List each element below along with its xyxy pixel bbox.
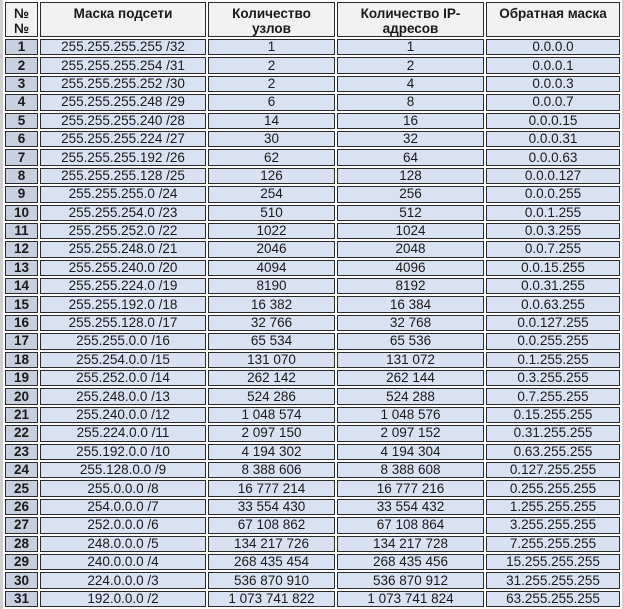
wildcard-mask-cell: 0.255.255.255 [486,480,620,496]
wildcard-mask-cell: 0.0.0.127 [486,168,620,184]
ip-count-cell: 4 [337,76,484,92]
table-row [5,536,620,552]
row-number-cell: 17 [5,333,38,349]
table-row [5,168,620,184]
table-row [5,554,620,570]
row-number-cell: 3 [5,76,38,92]
host-count-cell: 1 [208,39,335,55]
wildcard-mask-cell: 0.0.255.255 [486,333,620,349]
ip-count-cell: 8 388 608 [337,462,484,478]
ip-count-cell: 256 [337,186,484,202]
row-number-cell: 22 [5,425,38,441]
table-row [5,186,620,202]
table-row [5,480,620,496]
host-count-cell: 536 870 910 [208,572,335,588]
subnet-mask-cell: 255.255.255.254 /31 [40,57,206,73]
host-count-cell: 134 217 726 [208,536,335,552]
wildcard-mask-cell: 0.31.255.255 [486,425,620,441]
table-row [5,94,620,110]
subnet-mask-cell: 255.255.255.248 /29 [40,94,206,110]
table-row [5,113,620,129]
host-count-cell: 268 435 454 [208,554,335,570]
row-number-cell: 6 [5,131,38,147]
subnet-mask-cell: 255.255.192.0 /18 [40,296,206,312]
host-count-cell: 1 048 574 [208,407,335,423]
table-row [5,131,620,147]
ip-count-cell: 2048 [337,241,484,257]
wildcard-mask-cell: 0.7.255.255 [486,388,620,404]
wildcard-mask-cell: 0.0.3.255 [486,223,620,239]
wildcard-mask-cell: 0.127.255.255 [486,462,620,478]
ip-count-cell: 1 [337,39,484,55]
subnet-mask-cell: 255.255.252.0 /22 [40,223,206,239]
ip-count-cell: 2 097 152 [337,425,484,441]
wildcard-mask-cell: 0.0.0.15 [486,113,620,129]
row-number-cell: 23 [5,444,38,460]
subnet-mask-cell: 255.192.0.0 /10 [40,444,206,460]
ip-count-cell: 4096 [337,260,484,276]
row-number-cell: 30 [5,572,38,588]
host-count-cell: 1 073 741 822 [208,591,335,607]
column-header-wildcard-mask: Обратная маска [486,2,620,37]
subnet-mask-cell: 224.0.0.0 /3 [40,572,206,588]
ip-count-cell: 268 435 456 [337,554,484,570]
host-count-cell: 131 070 [208,352,335,368]
subnet-mask-table [3,0,622,609]
subnet-mask-cell: 255.224.0.0 /11 [40,425,206,441]
ip-count-cell: 67 108 864 [337,517,484,533]
row-number-cell: 20 [5,388,38,404]
ip-count-cell: 262 144 [337,370,484,386]
subnet-mask-cell: 255.255.248.0 /21 [40,241,206,257]
subnet-mask-cell: 255.255.240.0 /20 [40,260,206,276]
subnet-mask-cell: 255.128.0.0 /9 [40,462,206,478]
row-number-cell: 24 [5,462,38,478]
host-count-cell: 2 [208,76,335,92]
ip-count-cell: 512 [337,205,484,221]
wildcard-mask-cell: 0.15.255.255 [486,407,620,423]
wildcard-mask-cell: 0.0.7.255 [486,241,620,257]
host-count-cell: 524 286 [208,388,335,404]
host-count-cell: 4094 [208,260,335,276]
wildcard-mask-cell: 0.3.255.255 [486,370,620,386]
table-row [5,223,620,239]
table-row [5,425,620,441]
subnet-mask-cell: 255.255.254.0 /23 [40,205,206,221]
subnet-mask-cell: 255.254.0.0 /15 [40,352,206,368]
subnet-mask-cell: 255.255.255.224 /27 [40,131,206,147]
ip-count-cell: 32 [337,131,484,147]
ip-count-cell: 1 073 741 824 [337,591,484,607]
table-row [5,149,620,165]
ip-count-cell: 64 [337,149,484,165]
subnet-mask-cell: 255.255.255.192 /26 [40,149,206,165]
ip-count-cell: 1 048 576 [337,407,484,423]
table-row [5,205,620,221]
wildcard-mask-cell: 0.1.255.255 [486,352,620,368]
host-count-cell: 1022 [208,223,335,239]
row-number-cell: 2 [5,57,38,73]
row-number-cell: 11 [5,223,38,239]
ip-count-cell: 524 288 [337,388,484,404]
host-count-cell: 262 142 [208,370,335,386]
table-header [5,2,620,37]
table-row [5,57,620,73]
table-row [5,333,620,349]
row-number-cell: 25 [5,480,38,496]
table-row [5,241,620,257]
table-row [5,352,620,368]
table-row [5,499,620,515]
ip-count-cell: 4 194 304 [337,444,484,460]
wildcard-mask-cell: 63.255.255.255 [486,591,620,607]
host-count-cell: 4 194 302 [208,444,335,460]
subnet-mask-cell: 255.248.0.0 /13 [40,388,206,404]
wildcard-mask-cell: 0.63.255.255 [486,444,620,460]
ip-count-cell: 536 870 912 [337,572,484,588]
subnet-mask-cell: 255.255.224.0 /19 [40,278,206,294]
subnet-mask-cell: 240.0.0.0 /4 [40,554,206,570]
host-count-cell: 126 [208,168,335,184]
wildcard-mask-cell: 0.0.0.255 [486,186,620,202]
wildcard-mask-cell: 0.0.0.31 [486,131,620,147]
table-row [5,315,620,331]
row-number-cell: 27 [5,517,38,533]
row-number-cell: 7 [5,149,38,165]
host-count-cell: 8190 [208,278,335,294]
subnet-mask-cell: 255.255.255.128 /25 [40,168,206,184]
row-number-cell: 29 [5,554,38,570]
subnet-mask-cell: 255.255.255.255 /32 [40,39,206,55]
row-number-cell: 9 [5,186,38,202]
wildcard-mask-cell: 31.255.255.255 [486,572,620,588]
host-count-cell: 510 [208,205,335,221]
row-number-cell: 5 [5,113,38,129]
host-count-cell: 65 534 [208,333,335,349]
ip-count-cell: 16 777 216 [337,480,484,496]
subnet-mask-cell: 254.0.0.0 /7 [40,499,206,515]
column-header-host-count: Количество узлов [208,2,335,37]
ip-count-cell: 16 384 [337,296,484,312]
wildcard-mask-cell: 15.255.255.255 [486,554,620,570]
row-number-cell: 13 [5,260,38,276]
host-count-cell: 16 777 214 [208,480,335,496]
subnet-mask-cell: 255.0.0.0 /8 [40,480,206,496]
table-row [5,370,620,386]
ip-count-cell: 2 [337,57,484,73]
row-number-cell: 12 [5,241,38,257]
wildcard-mask-cell: 0.0.0.0 [486,39,620,55]
row-number-cell: 26 [5,499,38,515]
table-row [5,39,620,55]
ip-count-cell: 16 [337,113,484,129]
host-count-cell: 2046 [208,241,335,257]
host-count-cell: 62 [208,149,335,165]
wildcard-mask-cell: 0.0.63.255 [486,296,620,312]
ip-count-cell: 1024 [337,223,484,239]
wildcard-mask-cell: 0.0.0.3 [486,76,620,92]
row-number-cell: 4 [5,94,38,110]
subnet-mask-cell: 255.255.255.0 /24 [40,186,206,202]
host-count-cell: 67 108 862 [208,517,335,533]
row-number-cell: 16 [5,315,38,331]
host-count-cell: 16 382 [208,296,335,312]
row-number-cell: 1 [5,39,38,55]
table-row [5,260,620,276]
table-row [5,462,620,478]
ip-count-cell: 33 554 432 [337,499,484,515]
table-row [5,278,620,294]
table-row [5,388,620,404]
table-row [5,296,620,312]
row-number-cell: 19 [5,370,38,386]
ip-count-cell: 8192 [337,278,484,294]
wildcard-mask-cell: 1.255.255.255 [486,499,620,515]
column-header-ip-count: Количество IP-адресов [337,2,484,37]
row-number-cell: 18 [5,352,38,368]
row-number-cell: 10 [5,205,38,221]
table-row [5,76,620,92]
host-count-cell: 2 [208,57,335,73]
subnet-mask-cell: 255.255.0.0 /16 [40,333,206,349]
wildcard-mask-cell: 0.0.15.255 [486,260,620,276]
row-number-cell: 21 [5,407,38,423]
subnet-mask-cell: 255.255.255.252 /30 [40,76,206,92]
row-number-cell: 15 [5,296,38,312]
row-number-cell: 31 [5,591,38,607]
host-count-cell: 6 [208,94,335,110]
ip-count-cell: 128 [337,168,484,184]
column-header-row-number: №№ [5,2,38,37]
subnet-mask-cell: 255.255.128.0 /17 [40,315,206,331]
row-number-cell: 14 [5,278,38,294]
wildcard-mask-cell: 7.255.255.255 [486,536,620,552]
wildcard-mask-cell: 0.0.31.255 [486,278,620,294]
table-row [5,572,620,588]
wildcard-mask-cell: 0.0.127.255 [486,315,620,331]
host-count-cell: 30 [208,131,335,147]
subnet-mask-cell: 255.255.255.240 /28 [40,113,206,129]
wildcard-mask-cell: 3.255.255.255 [486,517,620,533]
subnet-mask-cell: 192.0.0.0 /2 [40,591,206,607]
table-row [5,517,620,533]
header-row [5,2,620,37]
row-number-cell: 8 [5,168,38,184]
host-count-cell: 8 388 606 [208,462,335,478]
subnet-mask-cell: 255.240.0.0 /12 [40,407,206,423]
host-count-cell: 14 [208,113,335,129]
ip-count-cell: 65 536 [337,333,484,349]
column-header-subnet-mask: Маска подсети [40,2,206,37]
host-count-cell: 33 554 430 [208,499,335,515]
subnet-mask-cell: 255.252.0.0 /14 [40,370,206,386]
row-number-cell: 28 [5,536,38,552]
ip-count-cell: 134 217 728 [337,536,484,552]
table-row [5,444,620,460]
table-body [5,39,620,607]
host-count-cell: 32 766 [208,315,335,331]
subnet-mask-cell: 248.0.0.0 /5 [40,536,206,552]
ip-count-cell: 32 768 [337,315,484,331]
wildcard-mask-cell: 0.0.0.63 [486,149,620,165]
ip-count-cell: 131 072 [337,352,484,368]
wildcard-mask-cell: 0.0.1.255 [486,205,620,221]
wildcard-mask-cell: 0.0.0.1 [486,57,620,73]
ip-count-cell: 8 [337,94,484,110]
subnet-mask-cell: 252.0.0.0 /6 [40,517,206,533]
table-row [5,407,620,423]
host-count-cell: 2 097 150 [208,425,335,441]
wildcard-mask-cell: 0.0.0.7 [486,94,620,110]
host-count-cell: 254 [208,186,335,202]
